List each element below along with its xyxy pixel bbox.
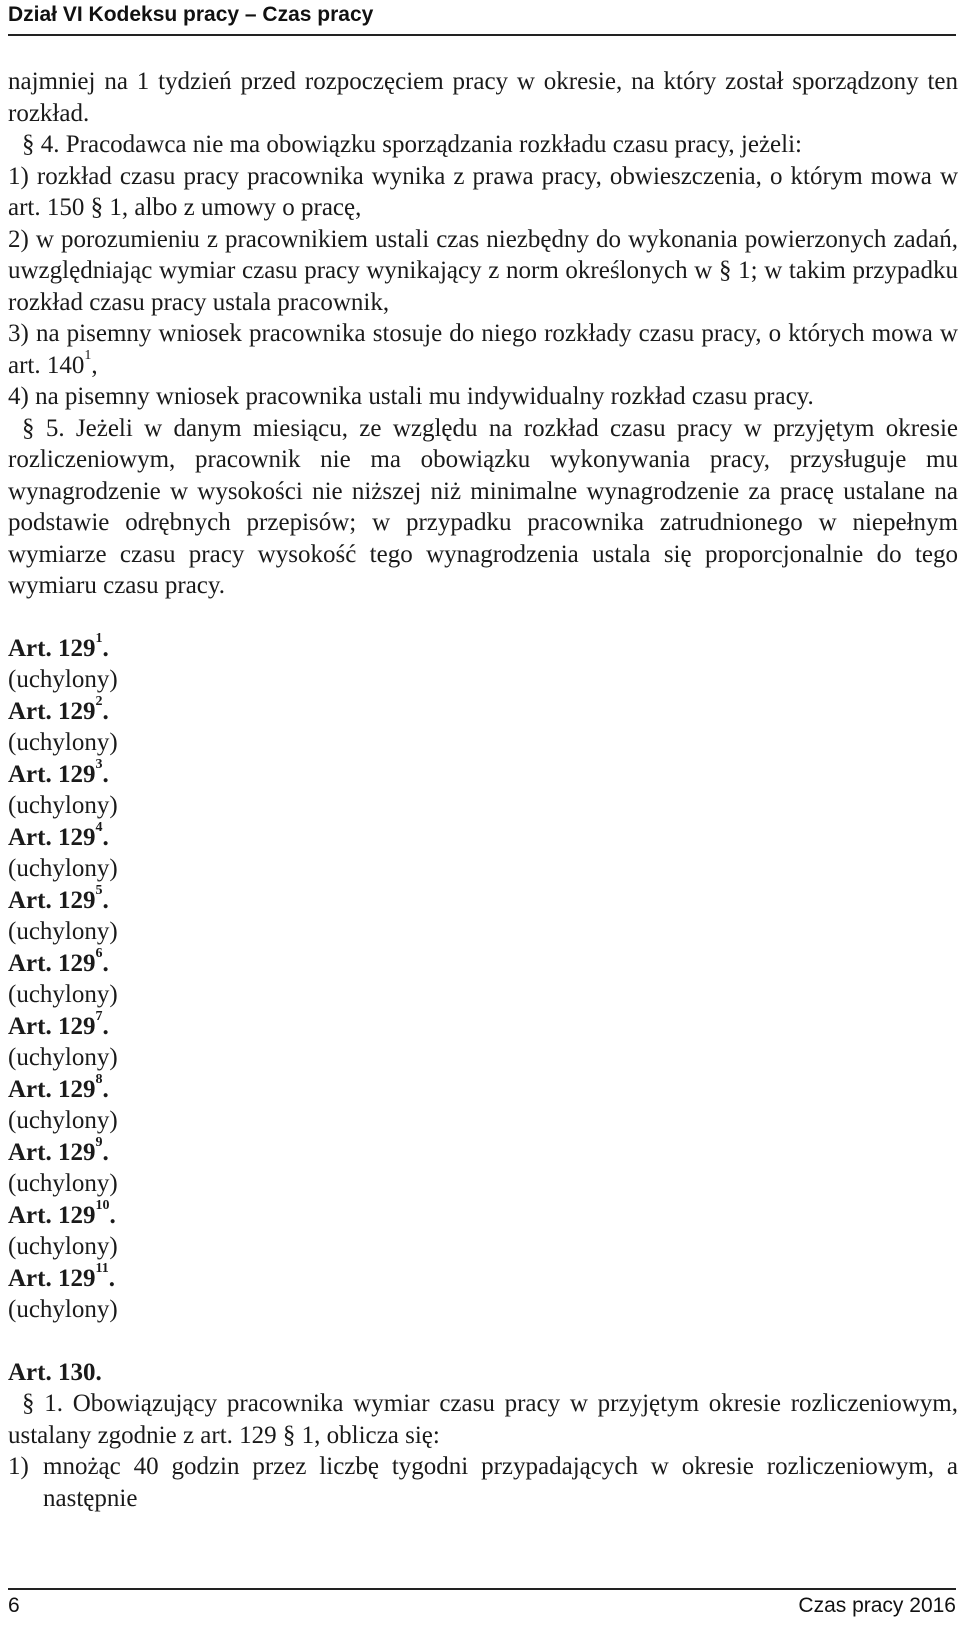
article-status: (uchylony) (8, 855, 118, 882)
superscript: 10 (95, 1197, 110, 1213)
footer-title: Czas pracy 2016 (798, 1594, 956, 1617)
article-dot: . (102, 823, 109, 851)
article-status: (uchylony) (8, 792, 118, 819)
article-number: Art. 129 (8, 1264, 96, 1292)
article-status: (uchylony) (8, 1170, 118, 1197)
superscript: 3 (95, 756, 103, 772)
paragraph-section-4: § 4. Pracodawca nie ma obowiązku sporządzania rozkładu czasu pracy, jeżeli: (22, 131, 802, 158)
article-status: (uchylony) (8, 1044, 118, 1071)
article-dot: . (102, 1012, 109, 1040)
article-title (8, 945, 958, 980)
article-dot: . (102, 1075, 109, 1103)
superscript: 2 (95, 693, 103, 709)
article-title (8, 882, 958, 917)
article-number: Art. 129 (8, 634, 96, 662)
article-title (8, 1134, 958, 1169)
repealed-articles (8, 630, 958, 1326)
article-status: (uchylony) (8, 1233, 118, 1260)
article-status: (uchylony) (8, 1296, 118, 1323)
article-130-list-item-1 (8, 1451, 958, 1514)
page-number: 6 (8, 1594, 20, 1617)
article-dot: . (102, 886, 109, 914)
article-number: Art. 129 (8, 823, 96, 851)
list-item-3-end: , (91, 351, 98, 379)
article-number: Art. 129 (8, 1012, 96, 1040)
article-status: (uchylony) (8, 918, 118, 945)
superscript: 1 (95, 630, 103, 646)
article-title (8, 693, 958, 728)
article-number: Art. 129 (8, 760, 96, 788)
article-dot: . (109, 1201, 116, 1229)
document-body (8, 66, 958, 1514)
list-item-1: 1) rozkład czasu pracy pracownika wynika z prawa pracy, obwieszczenia, o którym mowa w art. 150 § 1, albo z umowy o pracę, (8, 162, 958, 221)
article-number: Art. 129 (8, 949, 96, 977)
article-status: (uchylony) (8, 666, 118, 693)
superscript: 8 (95, 1071, 103, 1087)
list-number: 1) (8, 1453, 29, 1480)
list-item-3-text: 3) na pisemny wniosek pracownika stosuje do niego rozkłady czasu pracy, o których mowa w art. 140 (8, 320, 958, 379)
list-item-2: 2) w porozumieniu z pracownikiem ustali czas niezbędny do wykonania powierzonych zadań, uwzględniając wymiar czasu pracy wynikający z norm określonych w § 1; w takim przypadku rozkład czasu pracy ustala pracownik, (8, 225, 958, 316)
article-130-paragraph-1: § 1. Obowiązujący pracownika wymiar czasu pracy w przyjętym okresie rozliczeniowym, ustalany zgodnie z art. 129 § 1, oblicza się: (8, 1390, 958, 1449)
article-title (8, 1008, 958, 1043)
article-dot: . (102, 634, 109, 662)
header-title: Dział VI Kodeksu pracy – Czas pracy (8, 3, 374, 26)
article-title (8, 1071, 958, 1106)
superscript: 7 (95, 1008, 103, 1024)
page-header (8, 0, 956, 36)
superscript: 11 (95, 1260, 109, 1276)
article-title (8, 1197, 958, 1232)
page-footer (8, 1588, 956, 1625)
superscript: 1 (84, 347, 92, 363)
article-dot: . (102, 949, 109, 977)
article-number: Art. 129 (8, 1075, 96, 1103)
article-number: Art. 129 (8, 697, 96, 725)
list-text: mnożąc 40 godzin przez liczbę tygodni przypadających w okresie rozliczeniowym, a następnie (43, 1453, 958, 1512)
article-status: (uchylony) (8, 729, 118, 756)
article-dot: . (102, 697, 109, 725)
article-title (8, 756, 958, 791)
article-status: (uchylony) (8, 981, 118, 1008)
list-item-3 (8, 318, 958, 381)
article-130-title: Art. 130. (8, 1358, 102, 1386)
list-item-4: 4) na pisemny wniosek pracownika ustali mu indywidualny rozkład czasu pracy. (8, 383, 814, 410)
superscript: 5 (95, 882, 103, 898)
superscript: 9 (95, 1134, 103, 1150)
paragraph-section-5: § 5. Jeżeli w danym miesiącu, ze względu na rozkład czasu pracy w przyjętym okresie rozliczeniowym, pracownik nie ma obowiązku wykonywania pracy, przysługuje mu wynagrodzenie w wysokości nie niższej niż minimalne wynagrodzenie za pracę ustalane na podstawie odrębnych przepisów; w przypadku pracownika zatrudnionego w niepełnym wymiarze czasu pracy wysokość tego wynagrodzenia ustala się proporcjonalnie do tego wymiaru czasu pracy. (8, 414, 958, 599)
article-number: Art. 129 (8, 1201, 96, 1229)
superscript: 4 (95, 819, 103, 835)
article-dot: . (102, 760, 109, 788)
article-dot: . (102, 1138, 109, 1166)
article-title (8, 819, 958, 854)
paragraph: najmniej na 1 tydzień przed rozpoczęciem pracy w okresie, na który został sporządzony ten rozkład. (8, 68, 958, 127)
article-title (8, 1260, 958, 1295)
article-status: (uchylony) (8, 1107, 118, 1134)
article-number: Art. 129 (8, 1138, 96, 1166)
article-title (8, 630, 958, 665)
article-number: Art. 129 (8, 886, 96, 914)
superscript: 6 (95, 945, 103, 961)
article-dot: . (108, 1264, 115, 1292)
